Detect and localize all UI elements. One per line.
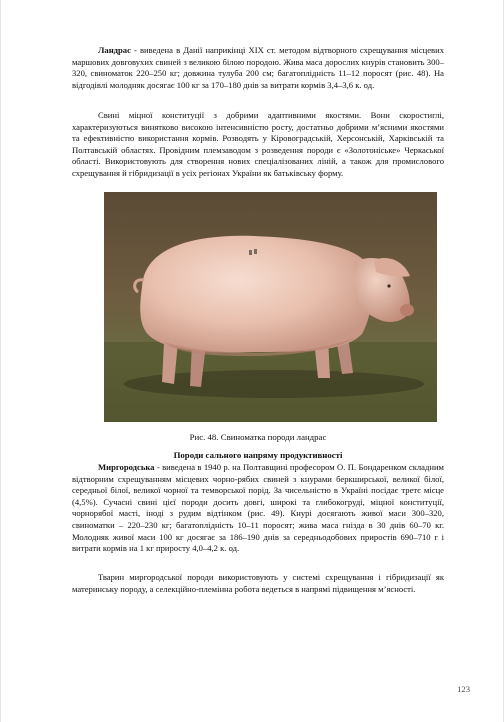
figure-caption: Рис. 48. Свиноматка породи ландрас <box>189 432 327 442</box>
breed-name-myrhorod: Миргородська <box>98 462 155 472</box>
paragraph-myrhorod <box>72 462 444 555</box>
breed-name-landrace: Ландрас <box>98 45 131 55</box>
page-number: 123 <box>457 684 470 694</box>
paragraph-myrhorod-usage: Тварин миргородської породи використовують у системі схрещування і гібридизації як материнську породу, а селекційно-племінна робота ведеться в напрямі підвищення м’ясності. <box>72 572 444 594</box>
sow-photo <box>104 192 437 422</box>
paragraph-landrace-traits: Свині міцної конституції з добрими адаптивними якостями. Вони скоростиглі, характеризуються винятково високою інтенсивністю росту, достатньо добрими м’ясними якостями та ефективністю використання кормів. Розводять у Кіровоградській, Херсонській, Харківській та Полтавській областях. Провідним племзаводом з розведення породи є «Золотоніське» Черкаської області. Використовують для створення нових спеціалізованих ліній, а також для промислового схрещування й гібридизації в усіх регіонах України як батьківську форму. <box>72 110 444 178</box>
section-heading: Породи сального напряму продуктивності <box>173 450 343 460</box>
paragraph-landrace-text: - виведена в Данії наприкінці XIX ст. методом відтворного схрещування місцевих маршових довговухих свиней з великою білою породою. Жива маса дорослих кнурів становить 300–320, свиноматок 220–250 кг; довжина тулуба 200 см; багатоплідність 11–12 поросят (рис. 48). На відгодівлі молодняк досягає 100 кг за 170–180 днів за витрати кормів 3,4–3,6 к. од. <box>72 45 444 90</box>
paragraph-myrhorod-text: - виведена в 1940 р. на Полтавщині професором О. П. Бондаренком складним відтворним схрещуванням місцевих чорно-рябих свиней з кнурами беркширської, великої білої, середньої білої, великої чорної та темворської порід. За чисельністю в Україні посідає третє місце (4,5%). Сучасні свині цієї породи досить довгі, широкі та глибокогруді, міцної конституції, чорнорябої масті, іноді з рудим відтінком (рис. 49). Кнурі досягають живої маси 300–320, свиноматки – 220–230 кг; багатоплідність 10–11 поросят; жива маса гнізда в 30 днів 60–70 кг. Молодняк живої маси 100 кг досягає за 186–190 днів за середньодобових приростів 690–710 г і витрати кормів на 1 кг приросту 4,0–4,2 к. од. <box>72 462 444 554</box>
paragraph-landrace <box>72 45 444 91</box>
